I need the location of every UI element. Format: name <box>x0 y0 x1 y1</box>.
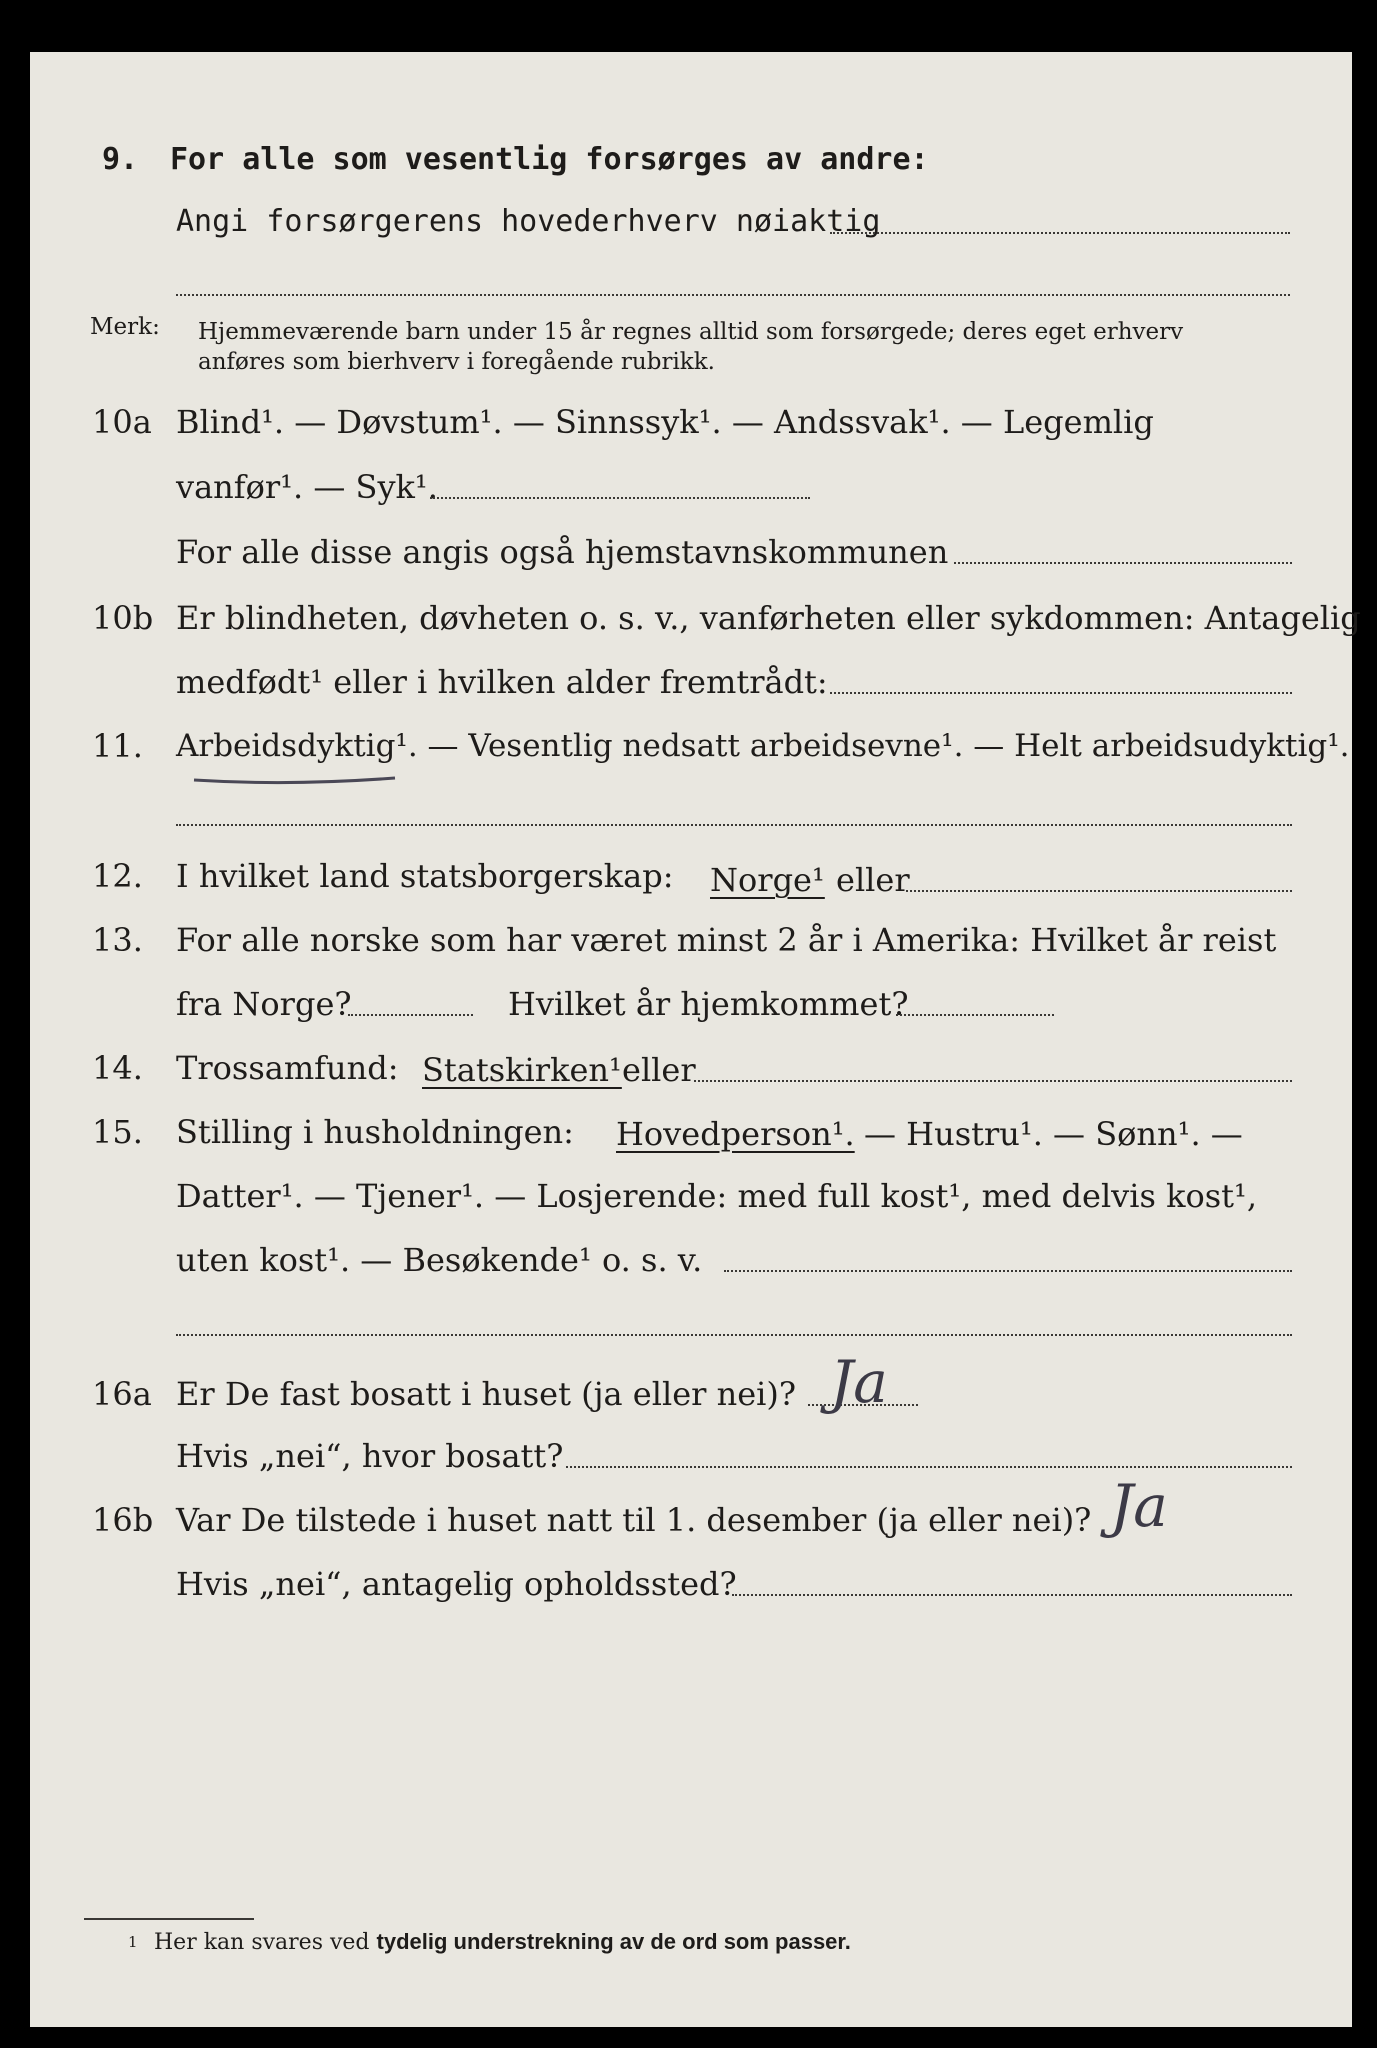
q14-suffix: eller <box>622 1051 696 1089</box>
q13-line-1: For alle norske som har været minst 2 år i Amerika: Hvilket år reist <box>176 921 1277 959</box>
q14-number: 14. <box>92 1049 143 1087</box>
q15-line-3: uten kost¹. — Besøkende¹ o. s. v. <box>176 1241 703 1279</box>
q11-answer-line[interactable] <box>176 824 1292 826</box>
q11-number: 11. <box>92 727 143 765</box>
q15-choice-hovedperson[interactable]: Hovedperson¹. <box>616 1115 855 1153</box>
q15-prefix: Stilling i husholdningen: <box>176 1113 574 1151</box>
q10a-line-3: For alle disse angis også hjemstavnskommunen <box>176 533 949 571</box>
footnote-text-plain: Her kan svares ved <box>154 1930 370 1955</box>
footnote-text <box>154 1928 851 1957</box>
merk-line-1: Hjemmeværende barn under 15 år regnes alltid som forsørgede; deres eget erhverv <box>198 319 1184 345</box>
q16b-line-1: Var De tilstede i huset natt til 1. desember (ja eller nei)? <box>176 1501 1092 1539</box>
q15-answer-line-2[interactable] <box>176 1334 1292 1336</box>
q14-answer-line[interactable] <box>694 1080 1292 1082</box>
q13-hjemkommet-answer-line[interactable] <box>896 1014 1054 1016</box>
q15-number: 15. <box>92 1113 143 1151</box>
q9-answer-line[interactable] <box>830 232 1290 234</box>
q16b-line-2: Hvis „nei“, antagelig opholdssted? <box>176 1565 737 1603</box>
q16b-number: 16b <box>92 1501 154 1539</box>
q9-line: Angi forsørgerens hovederhverv nøiaktig <box>176 204 881 239</box>
q16b-handwritten-answer: Ja <box>1110 1472 1168 1540</box>
q12-suffix: eller <box>836 861 910 899</box>
q16a-line-1: Er De fast bosatt i huset (ja eller nei)? <box>176 1375 797 1413</box>
footnote-mark: 1 <box>128 1933 138 1951</box>
footnote-rule <box>84 1918 254 1920</box>
q9-answer-line-2[interactable] <box>176 294 1290 296</box>
q10a-syk-answer-line[interactable] <box>430 497 810 499</box>
q16a-bosatt-answer-line[interactable] <box>566 1466 1292 1468</box>
q10a-number: 10a <box>92 403 152 441</box>
q16a-handwritten-answer: Ja <box>830 1348 888 1416</box>
q10a-hjemstavn-answer-line[interactable] <box>954 562 1292 564</box>
q13-number: 13. <box>92 921 143 959</box>
census-form-page <box>30 52 1361 2027</box>
q10b-answer-line[interactable] <box>830 692 1292 694</box>
q10a-line-2: vanfør¹. — Syk¹. <box>176 468 438 506</box>
q16b-opholdssted-answer-line[interactable] <box>732 1594 1292 1596</box>
q12-answer-line[interactable] <box>906 890 1292 892</box>
q15-line-2: Datter¹. — Tjener¹. — Losjerende: med full kost¹, med delvis kost¹, <box>176 1177 1258 1215</box>
q10a-line-1: Blind¹. — Døvstum¹. — Sinnssyk¹. — Andssvak¹. — Legemlig <box>176 403 1154 441</box>
q9-number: 9. <box>102 142 139 177</box>
q11-handwritten-underline <box>190 770 400 790</box>
q11-line-1: Arbeidsdyktig¹. — Vesentlig nedsatt arbeidsevne¹. — Helt arbeidsudyktig¹. <box>176 728 1350 764</box>
q14-choice-statskirken[interactable]: Statskirken¹ <box>422 1051 622 1089</box>
q15-suffix: — Hustru¹. — Sønn¹. — <box>864 1115 1243 1153</box>
q15-answer-line[interactable] <box>724 1270 1292 1272</box>
q16a-line-2: Hvis „nei“, hvor bosatt? <box>176 1437 564 1475</box>
q16a-number: 16a <box>92 1375 152 1413</box>
merk-label: Merk: <box>90 314 160 340</box>
q14-prefix: Trossamfund: <box>176 1049 399 1087</box>
q13-line-2b: Hvilket år hjemkommet? <box>508 985 909 1023</box>
q10b-number: 10b <box>92 599 154 637</box>
q13-reist-answer-line[interactable] <box>348 1014 473 1016</box>
q13-line-2a: fra Norge? <box>176 985 352 1023</box>
q12-number: 12. <box>92 857 143 895</box>
q10b-line-1: Er blindheten, døvheten o. s. v., vanførheten eller sykdommen: Antagelig <box>176 599 1361 637</box>
merk-line-2: anføres som bierhverv i foregående rubrikk. <box>198 349 715 375</box>
q9-title: For alle som vesentlig forsørges av andre: <box>170 142 929 177</box>
q10b-line-2: medfødt¹ eller i hvilken alder fremtrådt: <box>176 663 828 701</box>
footnote-text-bold: tydelig understrekning av de ord som passer. <box>376 1929 851 1954</box>
q12-choice-norge[interactable]: Norge¹ <box>710 861 825 899</box>
q12-prefix: I hvilket land statsborgerskap: <box>176 857 674 895</box>
